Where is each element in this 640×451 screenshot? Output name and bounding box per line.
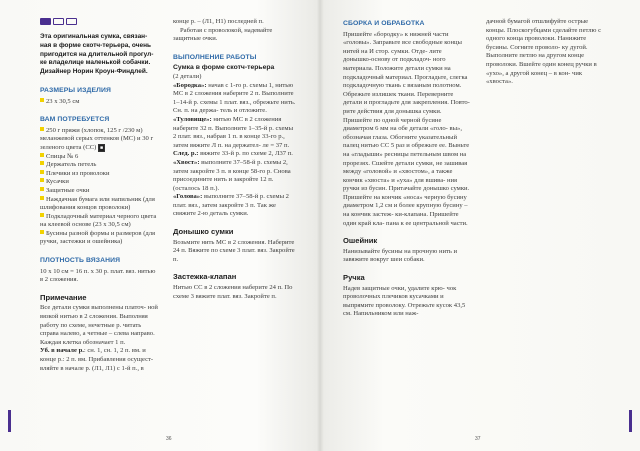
list-item: Кусачки <box>40 178 158 187</box>
head-step: «Голова»: выполните 37–58-й р. схемы 2 плат. вяз., затем закройте 3 п. Так же свяжите 2-ю деталь сумки. <box>173 193 289 218</box>
list-item: Наждачная бумага или напильник (для шлифования концов проволоки) <box>40 195 155 212</box>
page-edge-marker-left <box>8 410 11 432</box>
left-column-1 <box>40 18 158 373</box>
handle-text-continued: дачной бумагой отшлифуйте острые концы. Плоскогубцами сделайте петлю с одного конца проволоки. Нанижите бусины. Согните проволо- ку дугой. Выполните петлю на другом конце проволоки. Вшейте один конец ручки в «ухо», а другой конец – в кон- чик «хвоста». <box>486 18 602 86</box>
decrease-text: Уб. в начале р.: сн. 1, сн. 1, 2 п. вм. и конце р.: 2 п. вм. Прибавления осущест- вляйте в начале р. (Л1, Л1) с 1-й п., в <box>40 347 154 372</box>
size-heading: РАЗМЕРЫ ИЗДЕЛИЯ <box>40 86 111 94</box>
materials-list <box>40 127 158 247</box>
clasp-heading: Застежка-клапан <box>173 272 237 282</box>
list-item: 250 г пряжи (хлопок, 125 г /230 м) меланжевой серых оттенков (МС) и 30 г зеленого цвета (СС) ■ <box>40 126 154 151</box>
bottom-heading: Донышко сумки <box>173 227 234 237</box>
yellow-square-bullet-icon <box>40 127 44 131</box>
list-item: Защитные очки <box>40 187 158 196</box>
beard-step: «Бородка»: начав с 1-го р. схемы 1, нитью МС в 2 сложения наберите 2 п. Выполните 1–14-й р. схемы 1 плат. вяз., обрежьте нить. Сн. п. на держа- тель и отложите. <box>173 81 296 115</box>
intro-text: Эта оригинальная сумка, связан- ная в форме скотч-терьера, очень пригодится на длительной прогул- ке владелице маленькой собачки. Дизайнер Норин Кроун-Финдлей. <box>40 33 154 76</box>
book-logo-icon <box>40 18 158 25</box>
list-item: Держатель петель <box>40 161 158 170</box>
yellow-square-bullet-icon <box>40 170 44 174</box>
density-heading: ПЛОТНОСТЬ ВЯЗАНИЯ <box>40 257 121 265</box>
size-value: 23 x 30,5 см <box>40 98 158 107</box>
next-row-step: След. р.: вяжите 33-й р. по схеме 2, Л37 п. <box>173 150 293 158</box>
page-number-right: 37 <box>475 436 481 442</box>
yellow-square-bullet-icon <box>40 187 44 191</box>
continued-text: конце р. – (Л1, Н1) последней п. <box>173 18 264 25</box>
list-item: Спицы № 6 <box>40 153 158 162</box>
right-column-1 <box>343 18 470 319</box>
right-column-2 <box>486 18 606 87</box>
collar-text: Нанизывайте бусины на прочную нить и завяжите вокруг шеи собаки. <box>343 247 458 264</box>
list-item: Подкладочный материал черного цвета на клеевой основе (23 x 30,5 см) <box>40 212 157 229</box>
page-edge-marker-right <box>629 410 632 432</box>
yellow-square-bullet-icon <box>40 153 44 157</box>
yellow-square-bullet-icon <box>40 98 44 102</box>
safety-text: Работая с проволокой, надевайте защитные очки. <box>173 26 273 43</box>
note-text: Все детали сумки выполнены платоч- ной вязкой нитью в 2 сложения. Выполняя работу по схеме, нечетные р. читать справа налево, а четные – слева направо. Каждая клетка обозначает 1 п. <box>40 304 158 346</box>
list-item: Бусины разной формы и размеров (для ручки, застежки и ошейника) <box>40 229 156 246</box>
yellow-square-bullet-icon <box>40 178 44 182</box>
bottom-text: Возьмите нить МС в 2 сложения. Наберите 24 п. Вяжите по схеме 3 плат. вяз. Закройте п. <box>173 238 295 263</box>
yellow-square-bullet-icon <box>40 213 44 217</box>
page-number-left: 36 <box>166 436 172 442</box>
work-subheading: Сумка в форме скотч-терьера <box>173 64 275 72</box>
color-swatch-icon: ■ <box>99 144 104 151</box>
body-step: «Туловище»: нитью МС в 2 сложения наберите 32 п. Выполните 1–35-й р. схемы 2 плат. вяз., набрав 1 п. в конце 33-го р., затем вяжите Л п. на держател- ле = 37 п. <box>173 115 294 149</box>
handle-text: Надев защитные очки, удалите крю- чок проволочных плечиков кусачками и выпрямите проволоку. Отрежьте кусок 43,5 см. Напильником или наж- <box>343 284 466 318</box>
yellow-square-bullet-icon <box>40 161 44 165</box>
tail-step: «Хвост»: выполните 37–58-й р. схемы 2, затем закройте 3 п. в конце 58-го р. Снова присоедините нить и закройте 12 п. (осталось 18 п.). <box>173 158 291 192</box>
clasp-text: Нитью СС в 2 сложения наберите 24 п. По схеме 3 вяжите плат. вяз. Закройте п. <box>173 284 293 300</box>
handle-heading: Ручка <box>343 273 365 283</box>
yellow-square-bullet-icon <box>40 230 44 234</box>
list-item: Плечики из проволоки <box>40 170 158 179</box>
yellow-square-bullet-icon <box>40 196 44 200</box>
work-heading: ВЫПОЛНЕНИЕ РАБОТЫ <box>173 53 257 61</box>
assembly-heading: СБОРКА И ОБРАБОТКА <box>343 20 425 27</box>
density-text: 10 x 10 см = 16 п. x 30 р. плат. вяз. нитью в 2 сложения. <box>40 267 156 284</box>
work-subheading-count: (2 детали) <box>173 72 202 80</box>
assembly-text: Пришейте «бородку» к нижней части «головы». Заправьте все свободные концы нитей на И стор. сумки. Отде- лите донышко-основу от подкладоч- ного материала. Положите детали сумки на подкладочный материал. Прогладьте, слегка подкладочную ткань с вязаным полотном. Обрежьте излишек ткани. Переверните детали и прогладьте для закрепления. Повто- рите действия для донышка сумки. Пришейте по одной черной бусине диаметром 6 мм на обе детали «голо- вы», обозначая глаза. Обогните указательный палец нитью СС 5 раз и обрежьте ее. Выньте на «гладыши» ресницы петельным швом на прорезях. Сшейте детали сумки, не зашивая между «головой» и «хвостом», а также кончик «хвоста» и «уха» для вшива- ния ручки из бусин. Притачайте донышко сумки. Пришейте на кончик «носа» черную бусину диаметром 1,2 см и более крупную бусину – на кончик застеж- ки-клапана. Пришейте один край кла- пана к ее центральной части. <box>343 30 470 227</box>
collar-heading: Ошейник <box>343 236 378 246</box>
note-heading: Примечание <box>40 292 87 302</box>
materials-heading: ВАМ ПОТРЕБУЕТСЯ <box>40 116 110 124</box>
left-column-2 <box>173 18 297 301</box>
